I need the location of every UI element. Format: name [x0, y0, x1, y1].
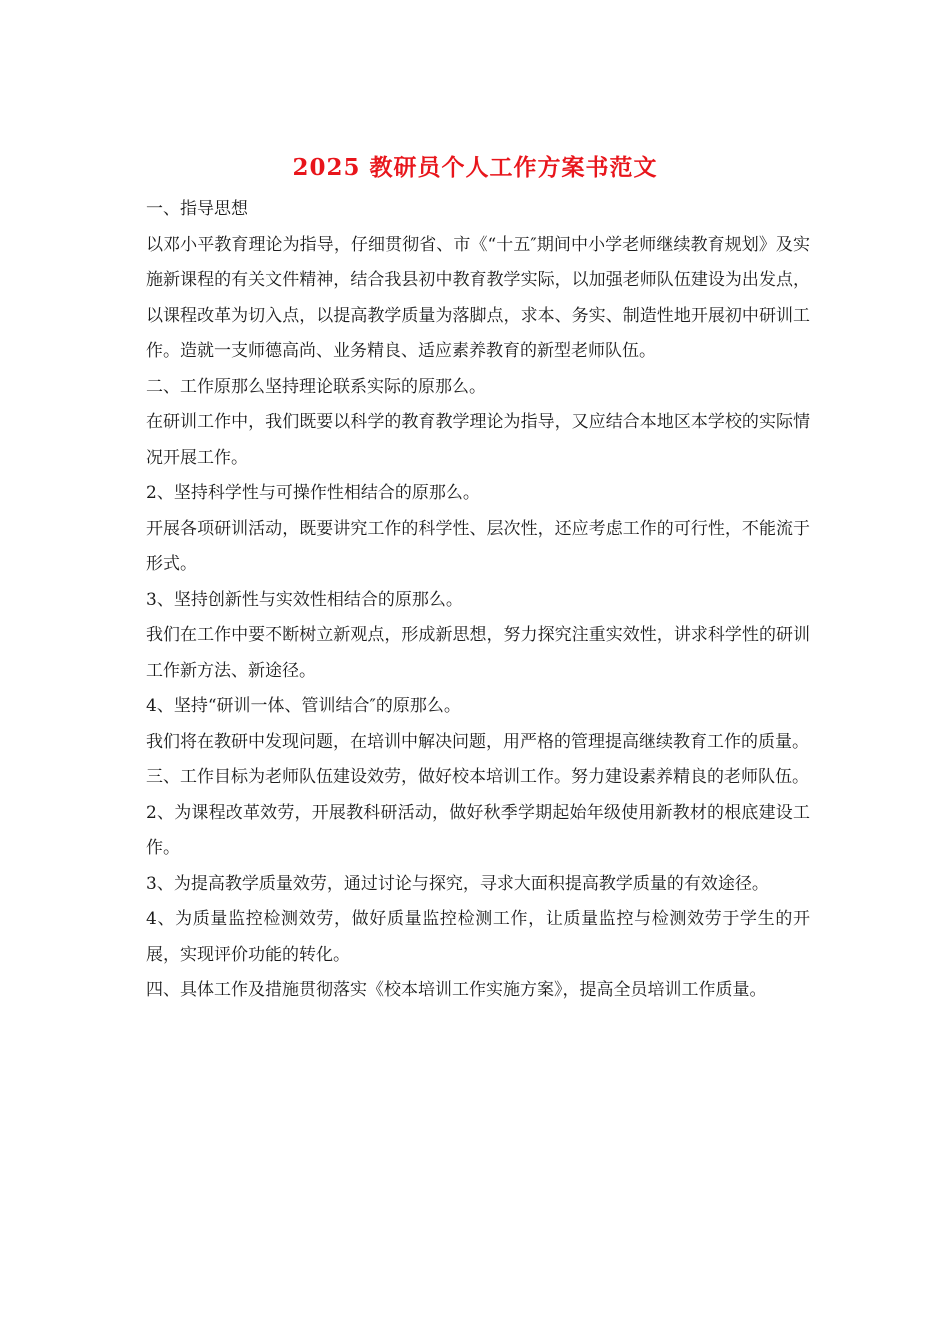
document-title: 2025 教研员个人工作方案书范文: [292, 154, 658, 181]
paragraph-specific-work-heading: 四、具体工作及措施贯彻落实《校本培训工作实施方案》，提高全员培训工作质量。: [146, 980, 767, 1000]
paragraph-guiding-ideology: 以邓小平教育理论为指导，仔细贯彻省、市《“十五″期间中小学老师继续教育规划》及实施新课程的有关文件精神，结合我县初中教育教学实际，以加强老师队伍建设为出发点，以课程改革为切入点，以提高教学质量为落脚点，求本、务实、制造性地开展初中研训工作。造就一支师德高尚、业务精良、适应素养教育的新型老师队伍。: [146, 234, 810, 361]
paragraph-guiding-ideology-heading: 一、指导思想: [146, 199, 248, 219]
paragraph-principle-2-heading: 2、坚持科学性与可操作性相结合的原那么。: [146, 483, 480, 503]
paragraph-principle-1-text: 在研训工作中，我们既要以科学的教育教学理论为指导，又应结合本地区本学校的实际情况开展工作。: [146, 412, 810, 468]
paragraph-principle-4-text: 我们将在教研中发现问题，在培训中解决问题，用严格的管理提高继续教育工作的质量。: [146, 731, 809, 752]
paragraph-principle-3-text: 我们在工作中要不断树立新观点，形成新思想，努力探究注重实效性，讲求科学性的研训工作新方法、新途径。: [146, 625, 810, 681]
paragraph-goal-4: 4、为质量监控检测效劳，做好质量监控检测工作，让质量监控与检测效劳于学生的开展，实现评价功能的转化。: [146, 909, 810, 965]
paragraph-work-principles-heading: 二、工作原那么坚持理论联系实际的原那么。: [146, 376, 486, 397]
paragraph-principle-3-heading: 3、坚持创新性与实效性相结合的原那么。: [146, 589, 463, 610]
paragraph-goal-3: 3、为提高教学质量效劳，通过讨论与探究，寻求大面积提高教学质量的有效途径。: [146, 873, 769, 894]
paragraph-principle-2-text: 开展各项研训活动，既要讲究工作的科学性、层次性，还应考虑工作的可行性，不能流于形式。: [146, 518, 810, 574]
paragraph-principle-4-heading: 4、坚持“研训一体、管训结合″的原那么。: [146, 696, 461, 716]
paragraph-goal-2: 2、为课程改革效劳，开展教科研活动，做好秋季学期起始年级使用新教材的根底建设工作。: [146, 802, 810, 858]
paragraph-work-goals-heading: 三、工作目标为老师队伍建设效劳，做好校本培训工作。努力建设素养精良的老师队伍。: [146, 767, 809, 787]
document-body: [146, 192, 810, 1009]
